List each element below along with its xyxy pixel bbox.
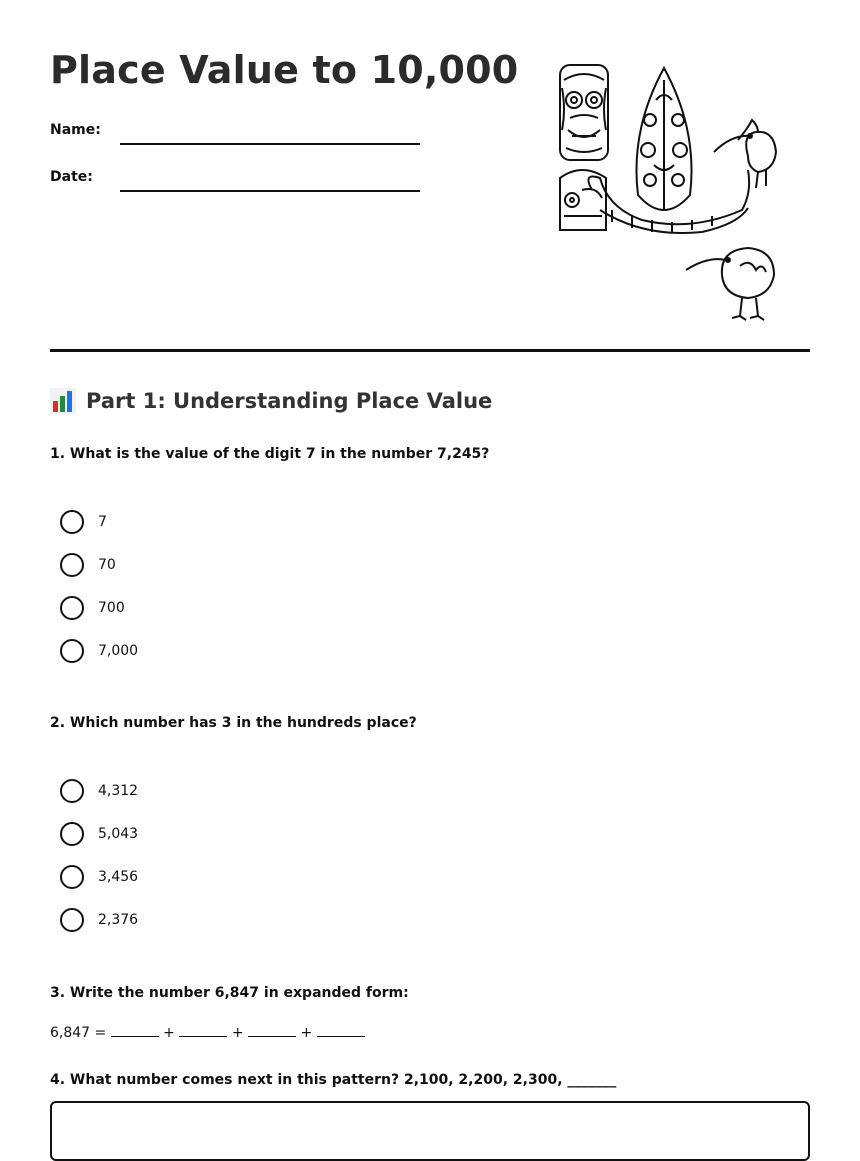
kiwi-bird-icon xyxy=(714,120,776,188)
q1-option-2[interactable]: 70 xyxy=(60,553,116,577)
q2-option-3[interactable]: 3,456 xyxy=(60,865,138,889)
blank-input[interactable] xyxy=(317,1025,365,1037)
q1-option-1[interactable]: 7 xyxy=(60,510,107,534)
plus-sign: + xyxy=(231,1025,244,1041)
bar-chart-icon xyxy=(50,388,76,414)
tiki-carving-icon xyxy=(560,65,608,160)
maori-art-illustration xyxy=(552,60,792,325)
plus-sign: + xyxy=(300,1025,313,1041)
waka-canoe-icon xyxy=(588,170,749,233)
radio-button[interactable] xyxy=(60,639,84,663)
q1-option-4[interactable]: 7,000 xyxy=(60,639,138,663)
answer-box[interactable] xyxy=(50,1101,810,1161)
part1-heading xyxy=(50,388,492,414)
name-label: Name: xyxy=(50,122,101,138)
radio-button[interactable] xyxy=(60,553,84,577)
blank-input[interactable] xyxy=(179,1025,227,1037)
kiwi-bird-icon xyxy=(686,248,774,320)
question-3: 3. Write the number 6,847 in expanded form: xyxy=(50,985,409,1001)
blank-input[interactable] xyxy=(111,1025,159,1037)
part1-title: Part 1: Understanding Place Value xyxy=(86,389,493,413)
radio-button[interactable] xyxy=(60,822,84,846)
q2-option-1[interactable]: 4,312 xyxy=(60,779,138,803)
blank-input[interactable] xyxy=(248,1025,296,1037)
radio-button[interactable] xyxy=(60,908,84,932)
radio-button[interactable] xyxy=(60,779,84,803)
leaf-carving-icon xyxy=(636,68,691,210)
name-field[interactable] xyxy=(120,143,420,145)
question-2: 2. Which number has 3 in the hundreds place? xyxy=(50,715,417,731)
plus-sign: + xyxy=(163,1025,175,1041)
q2-option-2[interactable]: 5,043 xyxy=(60,822,138,846)
date-field[interactable] xyxy=(120,190,420,192)
expanded-form-lhs: 6,847 = xyxy=(50,1025,107,1041)
radio-button[interactable] xyxy=(60,596,84,620)
question-1: 1. What is the value of the digit 7 in the number 7,245? xyxy=(50,446,490,462)
q1-option-3[interactable]: 700 xyxy=(60,596,125,620)
carving-post-icon xyxy=(560,170,606,230)
worksheet-title: Place Value to 10,000 xyxy=(50,48,519,92)
date-label: Date: xyxy=(50,169,93,185)
question-4: 4. What number comes next in this pattern? 2,100, 2,200, 2,300, _______ xyxy=(50,1072,617,1088)
radio-button[interactable] xyxy=(60,865,84,889)
q2-option-4[interactable]: 2,376 xyxy=(60,908,138,932)
section-divider xyxy=(50,349,810,352)
radio-button[interactable] xyxy=(60,510,84,534)
expanded-form-row xyxy=(50,1025,365,1041)
